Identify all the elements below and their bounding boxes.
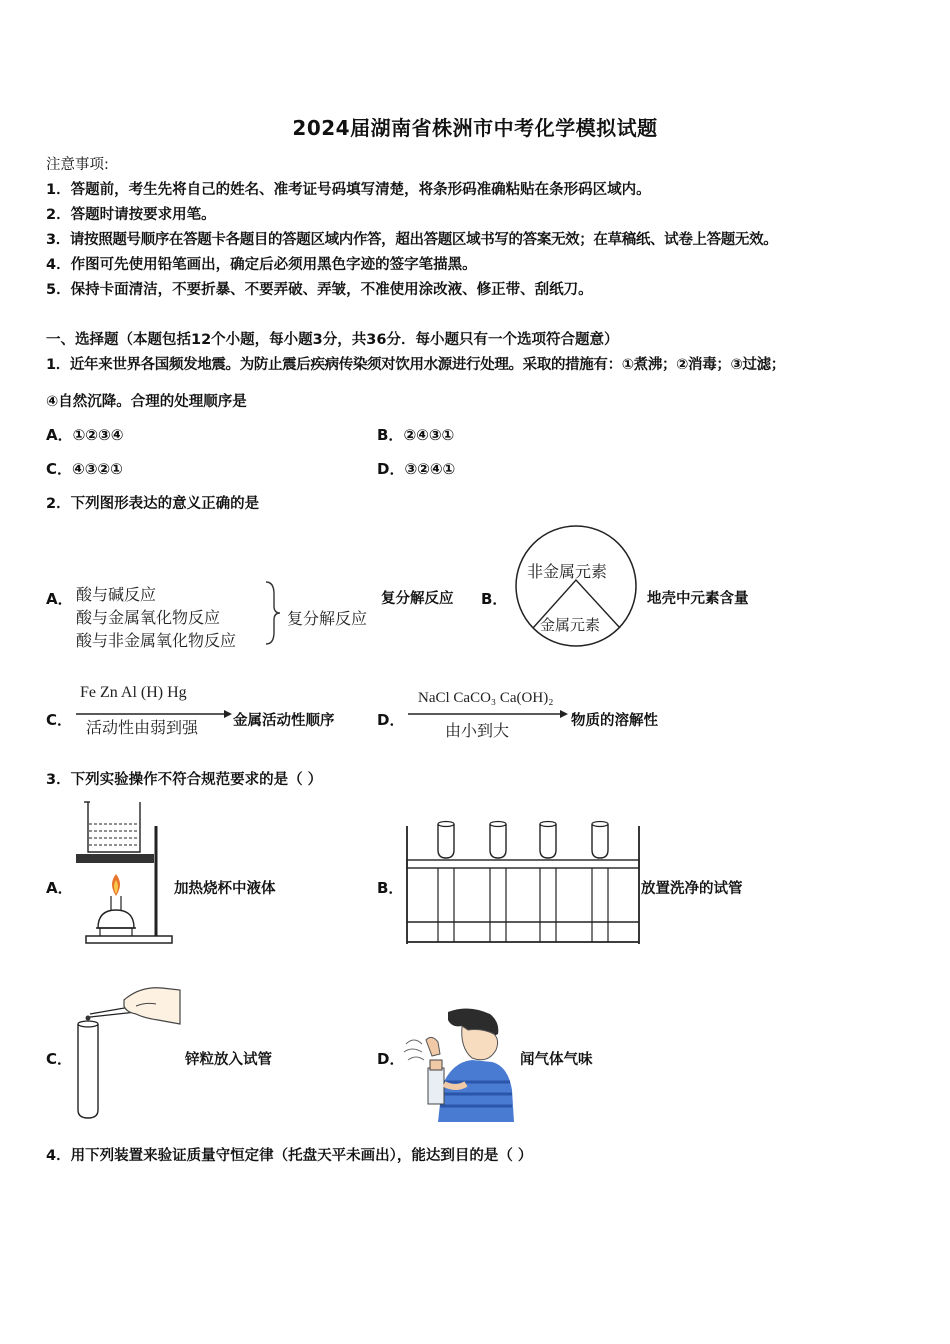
q2d-below: 由小到大 (445, 721, 510, 740)
beaker-heating-illustration (76, 798, 176, 946)
notice-item: 5．保持卡面清洁，不要折暴、不要弄破、弄皱，不准使用涂改液、修正带、刮纸刀。 (46, 282, 593, 298)
option-text: ①②③④ (72, 426, 124, 444)
q2-option-d-label[interactable]: D． (377, 711, 405, 729)
q2a-line: 酸与非金属氧化物反应 (76, 631, 237, 650)
q3a-caption: 加热烧杯中液体 (174, 881, 276, 897)
q2-option-c-label[interactable]: C． (46, 711, 73, 729)
q3c-caption: 锌粒放入试管 (185, 1052, 272, 1068)
q3-option-b-label[interactable]: B． (377, 879, 404, 897)
option-label: A． (46, 426, 73, 444)
q2c-caption: 金属活动性顺序 (233, 713, 335, 729)
q3-option-d-label[interactable]: D． (377, 1050, 405, 1068)
notice-item: 2．答题时请按要求用笔。 (46, 207, 216, 223)
q2a-caption: 复分解反应 (381, 591, 454, 607)
option-text: ②④③① (403, 426, 455, 444)
q2d-caption: 物质的溶解性 (571, 713, 658, 729)
option-text: ④③②① (72, 460, 123, 478)
q1-option-b[interactable] (377, 424, 454, 445)
q3b-caption: 放置洗净的试管 (641, 881, 743, 897)
q2d-above: NaCl CaCO₃ Ca(OH)₂ (418, 690, 554, 706)
pie-bottom-label: 金属元素 (540, 616, 601, 634)
q1-stem-line2: ④自然沉降。合理的处理顺序是 (46, 394, 247, 410)
brace-icon (262, 580, 282, 646)
q2-stem: 2．下列图形表达的意义正确的是 (46, 496, 260, 512)
q1-option-a[interactable] (46, 424, 123, 445)
q3d-caption: 闻气体气味 (520, 1052, 593, 1068)
q4-stem: 4．用下列装置来验证质量守恒定律（托盘天平未画出），能达到目的是（ ） (46, 1148, 533, 1164)
smelling-gas-illustration (402, 1006, 518, 1122)
q3-stem: 3．下列实验操作不符合规范要求的是（ ） (46, 772, 323, 788)
page-title: 2024届湖南省株洲市中考化学模拟试题 (292, 116, 658, 140)
test-tube-rack-illustration (404, 818, 644, 946)
option-label: D． (377, 460, 405, 478)
q3-option-a-label[interactable]: A． (46, 879, 73, 897)
pie-top-label: 非金属元素 (527, 562, 608, 581)
option-text: ③②④① (404, 460, 456, 478)
option-label: B． (377, 426, 404, 444)
q2b-caption: 地壳中元素含量 (647, 591, 749, 607)
q2-option-a-label[interactable]: A． (46, 590, 73, 608)
q1-option-c[interactable] (46, 458, 123, 479)
q2a-line: 酸与金属氧化物反应 (76, 608, 221, 627)
notice-item: 3．请按照题号顺序在答题卡各题目的答题区域内作答，超出答题区域书写的答案无效；在草稿纸、试卷上答题无效。 (46, 232, 778, 248)
notice-item: 4．作图可先使用铅笔画出，确定后必须用黑色字迹的签字笔描黑。 (46, 257, 477, 273)
q2a-line: 酸与碱反应 (76, 585, 157, 604)
q2-option-b-label[interactable]: B． (481, 590, 508, 608)
q3-option-c-label[interactable]: C． (46, 1050, 73, 1068)
q2a-brace-text: 复分解反应 (287, 609, 368, 628)
tweezers-test-tube-illustration (74, 984, 186, 1124)
option-label: C． (46, 460, 73, 478)
notice-heading: 注意事项: (46, 157, 109, 173)
q1-option-d[interactable] (377, 458, 455, 479)
q1-stem-line1: 1．近年来世界各国频发地震。为防止震后疾病传染须对饮用水源进行处理。采取的措施有：①煮沸；②消毒；③过滤； (46, 357, 785, 373)
q2c-below: 活动性由弱到强 (86, 718, 199, 737)
q2c-above: Fe Zn Al (H) Hg (80, 684, 187, 701)
notice-item: 1．答题前，考生先将自己的姓名、准考证号码填写清楚，将条形码准确粘贴在条形码区域内。 (46, 182, 651, 198)
section-heading: 一、选择题（本题包括12个小题，每小题3分，共36分．每小题只有一个选项符合题意） (46, 332, 619, 348)
